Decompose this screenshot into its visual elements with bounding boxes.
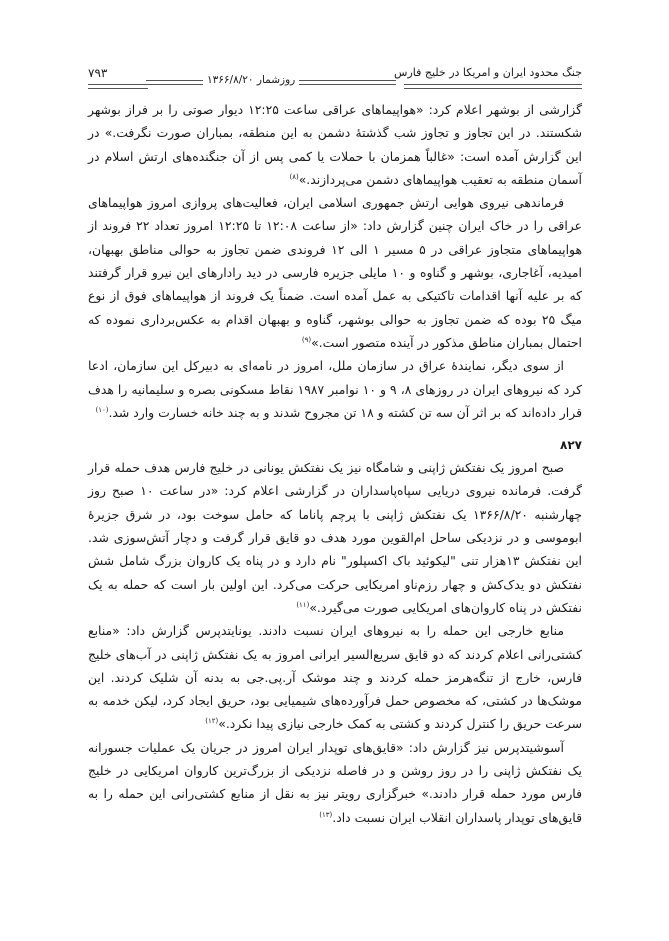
- header-rule-right: [404, 84, 582, 89]
- footnote-ref: (۱۱): [296, 600, 310, 609]
- footnote-ref: (۱۳): [319, 810, 333, 819]
- footnote-ref: (۱۲): [205, 717, 219, 726]
- paragraph: از سوی دیگر، نمایندهٔ عراق در سازمان ملل، امروز در نامه‌ای به دبیرکل این سازمان، ادعا کرد که نیروهای ایران در روزهای ۸، ۹ و ۱۰ نوامبر ۱۹۸۷ نقاط مسکونی بصره و سلیمانیه را هدف قرار داده‌اند که بر اثر آن سه تن کشته و ۱۸ تن مجروح شدند و به چند خانه خسارت وارد شد.$^{(۱۰)}$: [88, 358, 582, 420]
- paragraph: گزارشی از بوشهر اعلام کرد: «هواپیماهای عراقی ساعت ۱۲:۲۵ دیوار صوتی را بر فراز بوشهر شکستند. در این تجاوز و تجاوز شب گذشتهٔ دشمن به این منطقه، بمباران صورت نگرفت.» در این گزارش آمده است: «غالباً همزمان با حملات یا کمی پس از آن جنگنده‌های ارتش اسلام در آسمان منطقه به تعقیب هواپیماهای دشمن می‌پردازند.»$^{(۸)}$: [88, 102, 582, 187]
- paragraph: منابع خارجی این حمله را به نیروهای ایران نسبت دادند. یونایتدپرس گزارش داد: «منابع کشتی‌رانی اعلام کردند که دو قایق سریع‌السیر ایرانی امروز به یک نفتکش ژاپنی در آب‌های خلیج فارس، خارج از تنگه‌هرمز حمله کردند و چند موشک آر.پی.جی به بدنه آن شلیک کردند. این موشک‌ها در کشتی، که مخصوص حمل فرآورده‌های شیمیایی بود، حریق ایجاد کرد، لیکن خدمه به سرعت حریق را کنترل کردند و کشتی به کمک خارجی نیازی پیدا نکرد.»$^{(۱۲)}$: [88, 623, 582, 732]
- footnote-ref: (۱۰): [95, 405, 109, 414]
- footnote-ref: (۸): [289, 172, 299, 181]
- entry-number-heading: ۸۲۷: [560, 438, 582, 453]
- page-number: ۷۹۳: [88, 66, 108, 80]
- chronology-date: روزشمار ۱۳۶۶/۸/۲۰: [203, 74, 299, 86]
- footnote-ref: (۹): [301, 335, 312, 344]
- paragraph: آسوشیتدپرس نیز گزارش داد: «قایق‌های توپدار ایران امروز در جریان یک عملیات جسورانه یک نفتکش ژاپنی را در روز روشن و در فاصله نزدیکی از بزرگ‌ترین کاروان امریکایی در خلیج فارس مورد حمله قرار دادند.» خبرگزاری رویتر نیز به نقل از منابع کشتی‌رانی این حمله را به قایق‌های توپدار پاسداران انقلاب ایران نسبت داد.$^{(۱۳)}$: [88, 739, 582, 825]
- body-text: [88, 98, 582, 829]
- paragraph: فرماندهی نیروی هوایی ارتش جمهوری اسلامی ایران، فعالیت‌های پروازی امروز هواپیماهای عراقی را در خاک ایران چنین گزارش داد: «از ساعت ۱۲:۰۸ تا ۱۲:۲۵ امروز تعداد ۲۲ فروند از هواپیماهای متجاوز عراقی در ۵ مسیر ۱ الی ۱۲ فروندی ضمن تجاوز به حوالی مناطق بهبهان، امیدیه، آغاجاری، بوشهر و گناوه و ۱۰ مایلی جزیره فارسی در دید رادارهای این نیرو قرار گرفتند که بر علیه آنها اقدامات تاکتیکی به عمل آمده است. ضمناً یک فروند از هواپیماهای فوق از نوع میگ ۲۵ بوده که ضمن تجاوز به حوالی بوشهر، گناوه و بهبهان اقدام به عکس‌برداری نموده که احتمال بمباران مناطق مذکور در آینده متصور است.»$^{(۹)}$: [88, 195, 583, 350]
- running-header: [88, 66, 582, 88]
- book-title: جنگ محدود ایران و امریکا در خلیج فارس: [394, 66, 582, 79]
- paragraph: صبح امروز یک نفتکش ژاپنی و شامگاه نیز یک نفتکش یونانی در خلیج فارس هدف حمله قرار گرفت. فرمانده نیروی دریایی سپاه‌پاسداران در گزارشی اعلام کرد: «در ساعت ۱۰ صبح روز چهارشنبه ۱۳۶۶/۸/۲۰ یک نفتکش ژاپنی با پرچم پاناما که حامل سوخت بود، در شرق جزیرهٔ ابوموسی و در نزدیکی ساحل ام‌القوین مورد هدف دو قایق قرار گرفت و دچار آتش‌سوزی شد. این نفتکش ۱۳هزار تنی "لیکوئید باک اکسپلور" نام دارد و در پناه یک کاروان بزرگ شامل شش نفتکش دو یدک‌کش و چهار رزم‌ناو امریکایی حرکت می‌کرد. این اولین بار است که حمله به یک نفتکش در پناه کاروان‌های امریکایی صورت می‌گیرد.»$^{(۱۱)}$: [88, 460, 583, 615]
- header-rule-left: [88, 84, 148, 89]
